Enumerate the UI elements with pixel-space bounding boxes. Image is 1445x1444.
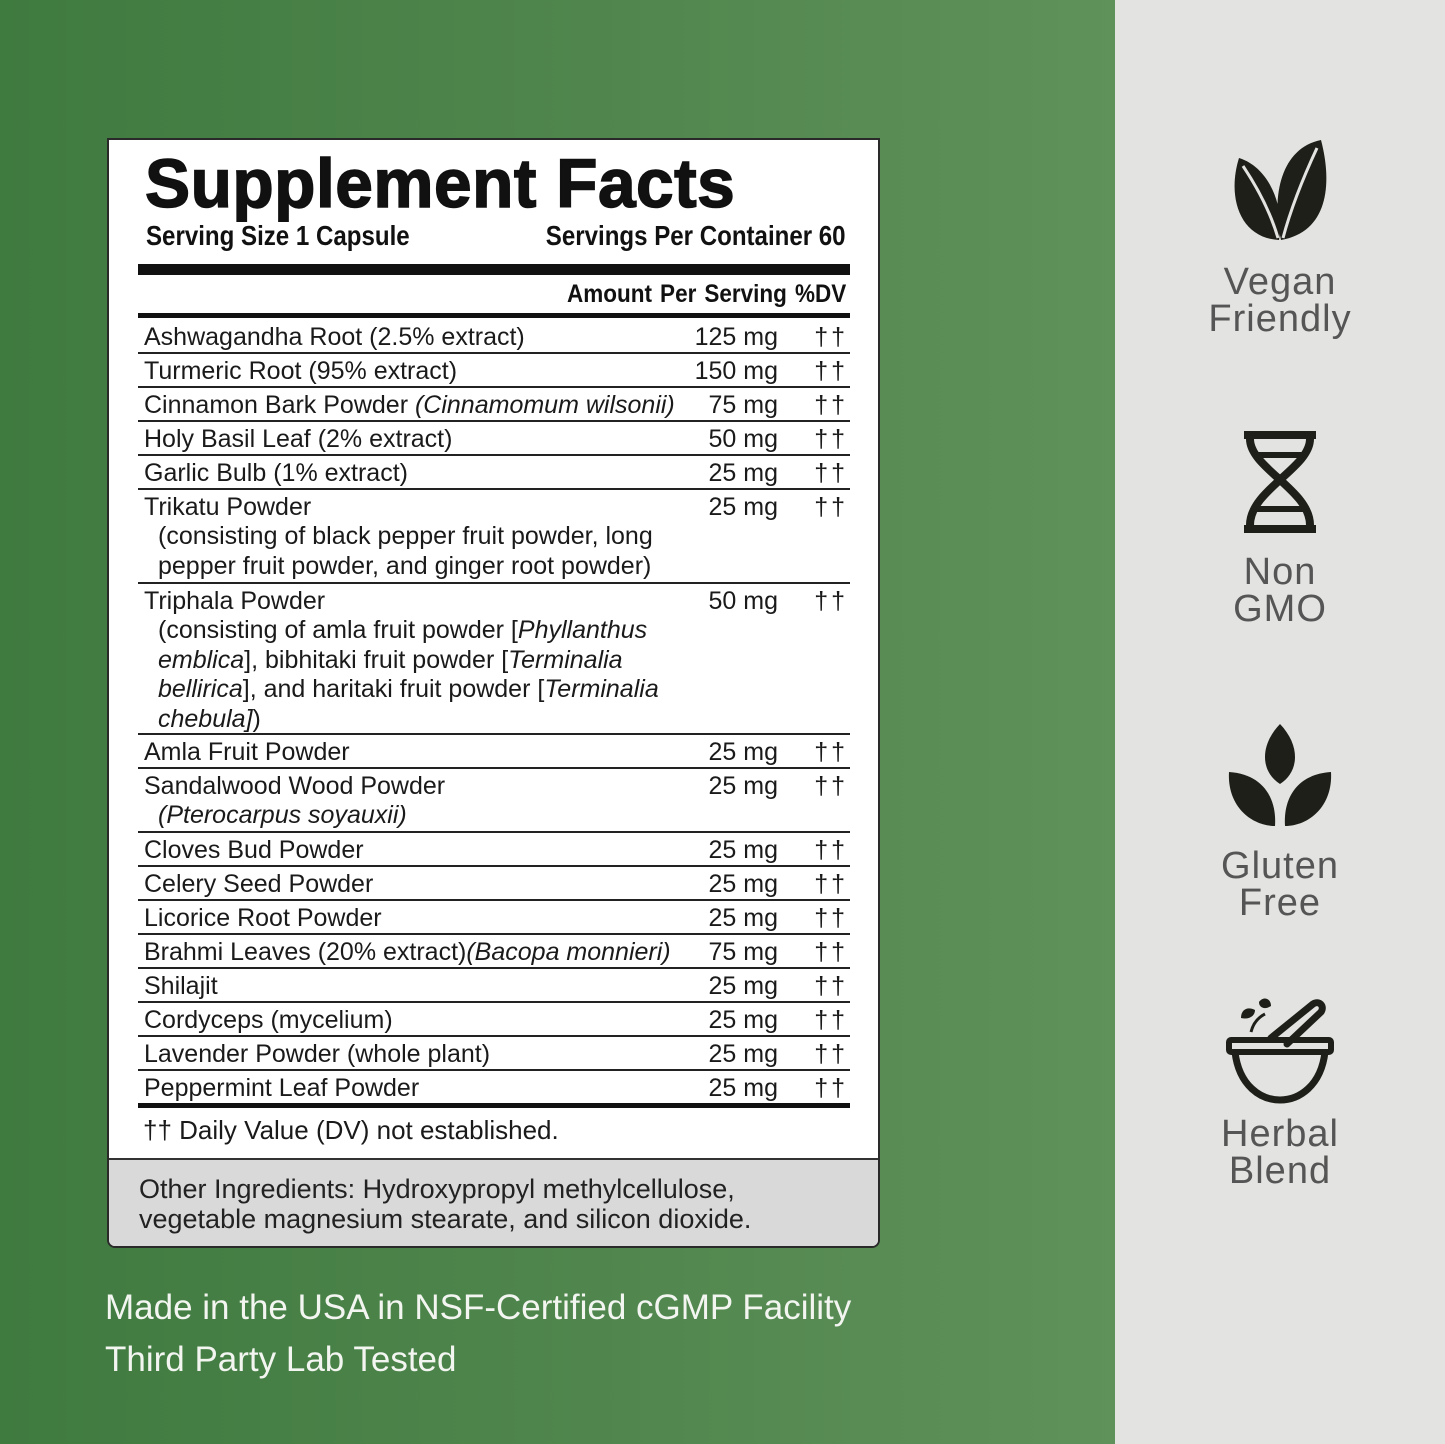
other-ingredients-box — [109, 1158, 878, 1248]
table-row: Brahmi Leaves (20% extract)(Bacopa monnieri) 75 mg †† — [138, 935, 850, 969]
table-row: Peppermint Leaf Powder 25 mg †† — [144, 1074, 848, 1102]
table-row: Holy Basil Leaf (2% extract) 50 mg †† — [138, 422, 850, 456]
amount-header: Amount Per Serving %DV — [566, 280, 846, 308]
facts-title: Supplement Facts — [145, 145, 736, 222]
wheat-icon — [1225, 722, 1335, 830]
table-row: Cinnamon Bark Powder (Cinnamomum wilsonii) 75 mg †† — [138, 388, 850, 422]
table-row: Cordyceps (mycelium) 25 mg †† — [138, 1003, 850, 1037]
divider-thick — [138, 264, 850, 275]
badge-gluten-free: Gluten Free — [1115, 722, 1445, 922]
servings-per-container: Servings Per Container 60 — [546, 220, 846, 251]
leaf-icon — [1225, 136, 1335, 246]
ingredient-table — [138, 320, 850, 1105]
divider-medium — [138, 313, 850, 318]
badge-non-gmo: Non GMO — [1115, 428, 1445, 628]
table-row: Shilajit 25 mg †† — [138, 969, 850, 1003]
dv-footnote: †† Daily Value (DV) not established. — [143, 1115, 559, 1145]
other-ingredients-text: Other Ingredients: Hydroxypropyl methylcellulose, vegetable magnesium stearate, and silicon dioxide. — [139, 1174, 752, 1234]
table-row: Sandalwood Wood Powder (Pterocarpus soyauxii) 25 mg †† — [138, 769, 850, 833]
table-row: Amla Fruit Powder 25 mg †† — [138, 735, 850, 769]
serving-size: Serving Size 1 Capsule — [146, 220, 410, 251]
table-row: Cloves Bud Powder 25 mg †† — [138, 833, 850, 867]
lab-tested-tagline: Third Party Lab Tested — [105, 1340, 457, 1379]
table-row: Licorice Root Powder 25 mg †† — [138, 901, 850, 935]
made-in-usa-tagline: Made in the USA in NSF-Certified cGMP Facility — [105, 1288, 852, 1327]
badge-vegan-friendly: Vegan Friendly — [1115, 136, 1445, 338]
table-row: Garlic Bulb (1% extract) 25 mg †† — [138, 456, 850, 490]
dna-icon — [1240, 428, 1320, 536]
table-row: Ashwagandha Root (2.5% extract) 125 mg †† — [138, 320, 850, 354]
divider-bottom — [138, 1103, 850, 1108]
table-row: Celery Seed Powder 25 mg †† — [138, 867, 850, 901]
table-row: Turmeric Root (95% extract) 150 mg †† — [138, 354, 850, 388]
mortar-pestle-icon — [1225, 996, 1335, 1106]
table-row: Lavender Powder (whole plant) 25 mg †† — [138, 1037, 850, 1071]
supplement-facts-panel — [107, 138, 880, 1248]
table-row: Trikatu Powder (consisting of black pepper fruit powder, long pepper fruit powder, and ginger root powder) 25 mg †† — [138, 490, 850, 584]
badge-herbal-blend: Herbal Blend — [1115, 996, 1445, 1190]
table-row: Triphala Powder (consisting of amla fruit powder [Phyllanthus emblica], bibhitaki fruit powder [Terminalia bellirica], and haritaki fruit powder [Terminalia chebula]) 50 mg †† — [138, 584, 850, 735]
